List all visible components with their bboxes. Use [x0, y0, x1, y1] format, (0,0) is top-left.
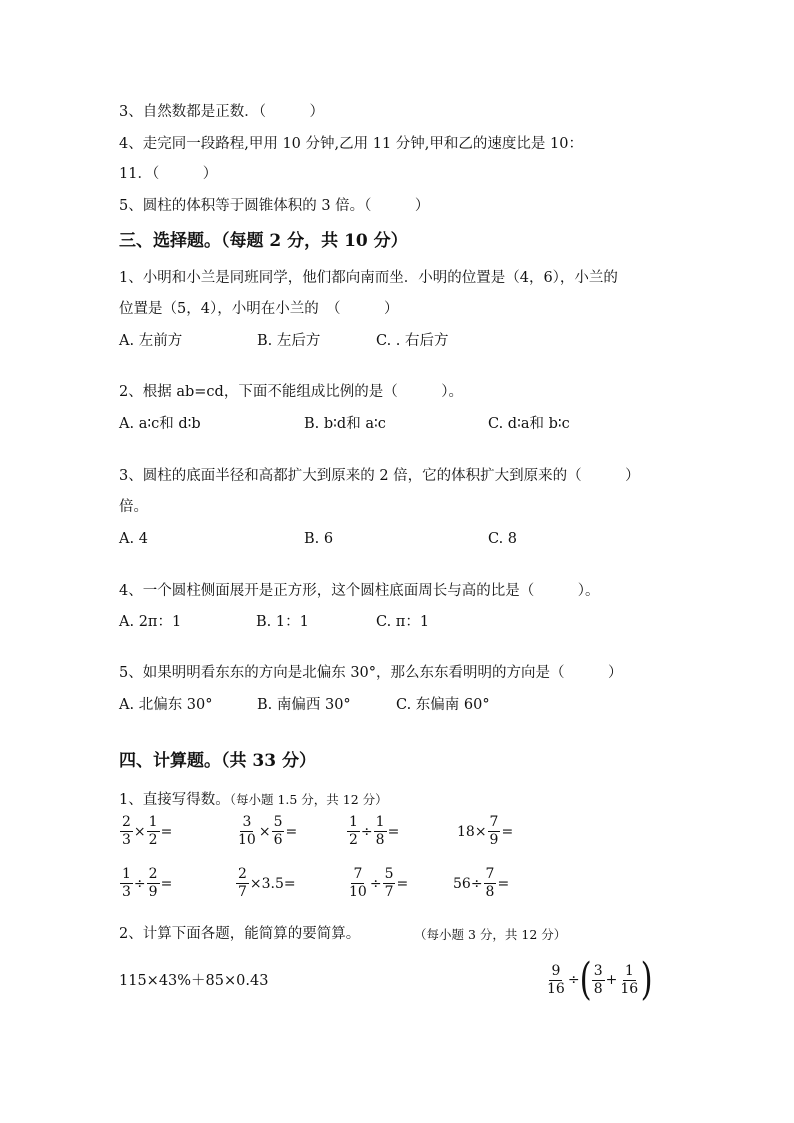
whole-part: 18× — [457, 823, 487, 840]
calc-r1-b — [235, 814, 297, 849]
fraction — [545, 963, 567, 998]
calc-r2-c — [346, 866, 408, 901]
numerator: 1 — [148, 814, 158, 830]
denominator: 16 — [547, 980, 565, 997]
equals: = — [285, 823, 298, 840]
equals: = — [387, 823, 400, 840]
s3-q5-option-b: B. 南偏西 30° — [257, 697, 351, 713]
denominator: 3 — [122, 884, 131, 900]
numerator: 2 — [238, 866, 247, 882]
numerator: 1 — [122, 866, 131, 882]
s3-q3-line2: 倍。 — [119, 499, 148, 515]
s3-q4-option-c: C. π：1 — [376, 614, 430, 630]
equals: = — [160, 875, 173, 892]
s3-q1-option-c: C. . 右后方 — [376, 333, 449, 349]
judge-q4-line2: 11．（ ） — [119, 166, 218, 182]
s3-q2: 2、根据 ab=cd，下面不能组成比例的是（ ）。 — [119, 384, 464, 400]
operator: ÷ — [567, 972, 580, 988]
numerator: 7 — [489, 814, 499, 830]
fraction — [120, 866, 133, 901]
s3-q2-option-b: B. b∶d和 a∶c — [304, 416, 386, 432]
s3-q5-option-a: A. 北偏东 30° — [119, 697, 213, 713]
s3-q1-line1: 1、小明和小兰是同班同学，他们都向南而坐．小明的位置是（4，6），小兰的 — [119, 270, 618, 286]
s3-q1-option-b: B. 左后方 — [257, 333, 321, 349]
s4-q1-label — [119, 790, 388, 810]
denominator: 3 — [122, 832, 131, 848]
s4-q1-note: （每小题 1.5 分，共 12 分） — [229, 792, 388, 807]
left-parenthesis: ( — [579, 954, 592, 1005]
s4-q2-label: 2、计算下面各题，能简算的要简算。 — [119, 926, 361, 942]
fraction — [592, 963, 605, 998]
s3-q5: 5、如果明明看东东的方向是北偏东 30°，那么东东看明明的方向是（ ） — [119, 665, 623, 681]
denominator: 9 — [148, 884, 158, 900]
fraction — [488, 814, 501, 849]
calc-r1-c — [346, 814, 399, 849]
denominator: 10 — [238, 832, 256, 848]
operator: ÷ — [133, 875, 146, 892]
denominator: 9 — [489, 832, 499, 848]
equals: = — [160, 823, 173, 840]
s3-q3-line1: 3、圆柱的底面半径和高都扩大到原来的 2 倍，它的体积扩大到原来的（ ） — [119, 468, 640, 484]
calc-r1-d — [457, 814, 513, 849]
s3-q4-option-b: B. 1：1 — [256, 614, 309, 630]
s3-q1-option-a: A. 左前方 — [119, 333, 183, 349]
operator: × — [258, 823, 271, 840]
right-parenthesis: ) — [640, 954, 653, 1005]
s4-q2-expr2 — [544, 954, 653, 1005]
denominator: 2 — [148, 832, 158, 848]
numerator: 7 — [485, 866, 495, 882]
s4-q1-label-text: 1、直接写得数。 — [119, 792, 230, 808]
judge-q4-line1: 4、走完同一段路程,甲用 10 分钟,乙用 11 分钟,甲和乙的速度比是 10： — [119, 136, 583, 152]
numerator: 9 — [551, 962, 561, 979]
denominator: 8 — [485, 884, 495, 900]
fraction — [236, 866, 249, 901]
denominator: 7 — [238, 884, 247, 900]
denominator: 2 — [349, 832, 358, 848]
operator: × — [133, 823, 146, 840]
fraction — [236, 814, 258, 849]
numerator: 5 — [273, 814, 283, 830]
denominator: 10 — [349, 884, 367, 900]
judge-q3: 3、自然数都是正数．（ ） — [119, 104, 324, 120]
denominator: 8 — [593, 980, 603, 997]
operator: ÷ — [369, 875, 382, 892]
s3-q5-option-c: C. 东偏南 60° — [396, 697, 490, 713]
equals: = — [501, 823, 514, 840]
operator: ÷ — [360, 823, 373, 840]
numerator: 3 — [593, 962, 603, 979]
section3-title: 三、选择题。（每题 2 分，共 10 分） — [119, 231, 408, 251]
s4-q2-note: （每小题 3 分，共 12 分） — [414, 927, 567, 942]
fraction — [147, 814, 160, 849]
operator: + — [605, 972, 618, 988]
numerator: 2 — [148, 866, 158, 882]
calc-r2-a — [119, 866, 172, 901]
numerator: 2 — [122, 814, 131, 830]
fraction — [147, 866, 160, 901]
denominator: 8 — [375, 832, 385, 848]
numerator: 1 — [624, 962, 634, 979]
equals: = — [497, 875, 510, 892]
s3-q2-option-c: C. d∶a和 b∶c — [488, 416, 570, 432]
s3-q4-option-a: A. 2π：1 — [119, 614, 182, 630]
fraction — [618, 963, 640, 998]
denominator: 7 — [384, 884, 394, 900]
judge-q5: 5、圆柱的体积等于圆锥体积的 3 倍。（ ） — [119, 198, 430, 214]
fraction — [120, 814, 133, 849]
section4-title: 四、计算题。（共 33 分） — [119, 751, 316, 771]
fraction — [484, 866, 497, 901]
s3-q2-option-a: A. a∶c和 d∶b — [119, 416, 201, 432]
numerator: 5 — [384, 866, 394, 882]
tail-expression: ×3.5= — [249, 875, 296, 892]
whole-part: 56÷ — [453, 875, 483, 892]
calc-r2-b — [235, 866, 296, 901]
s3-q3-option-b: B. 6 — [304, 531, 334, 547]
fraction — [347, 814, 360, 849]
s3-q3-option-c: C. 8 — [488, 531, 518, 547]
numerator: 1 — [349, 814, 358, 830]
calc-r2-d — [453, 866, 509, 901]
numerator: 3 — [242, 814, 252, 830]
s3-q3-option-a: A. 4 — [119, 531, 148, 547]
denominator: 16 — [620, 980, 639, 997]
fraction — [347, 866, 369, 901]
denominator: 6 — [273, 832, 283, 848]
equals: = — [396, 875, 409, 892]
s3-q1-line2: 位置是（5，4），小明在小兰的 （ ） — [119, 301, 399, 317]
numerator: 7 — [353, 866, 363, 882]
fraction — [272, 814, 285, 849]
s3-q4: 4、一个圆柱侧面展开是正方形，这个圆柱底面周长与高的比是（ ）。 — [119, 583, 600, 599]
numerator: 1 — [375, 814, 385, 830]
s4-q2-expr1: 115×43%＋85×0.43 — [119, 973, 269, 989]
fraction — [374, 814, 387, 849]
fraction — [383, 866, 396, 901]
calc-r1-a — [119, 814, 172, 849]
